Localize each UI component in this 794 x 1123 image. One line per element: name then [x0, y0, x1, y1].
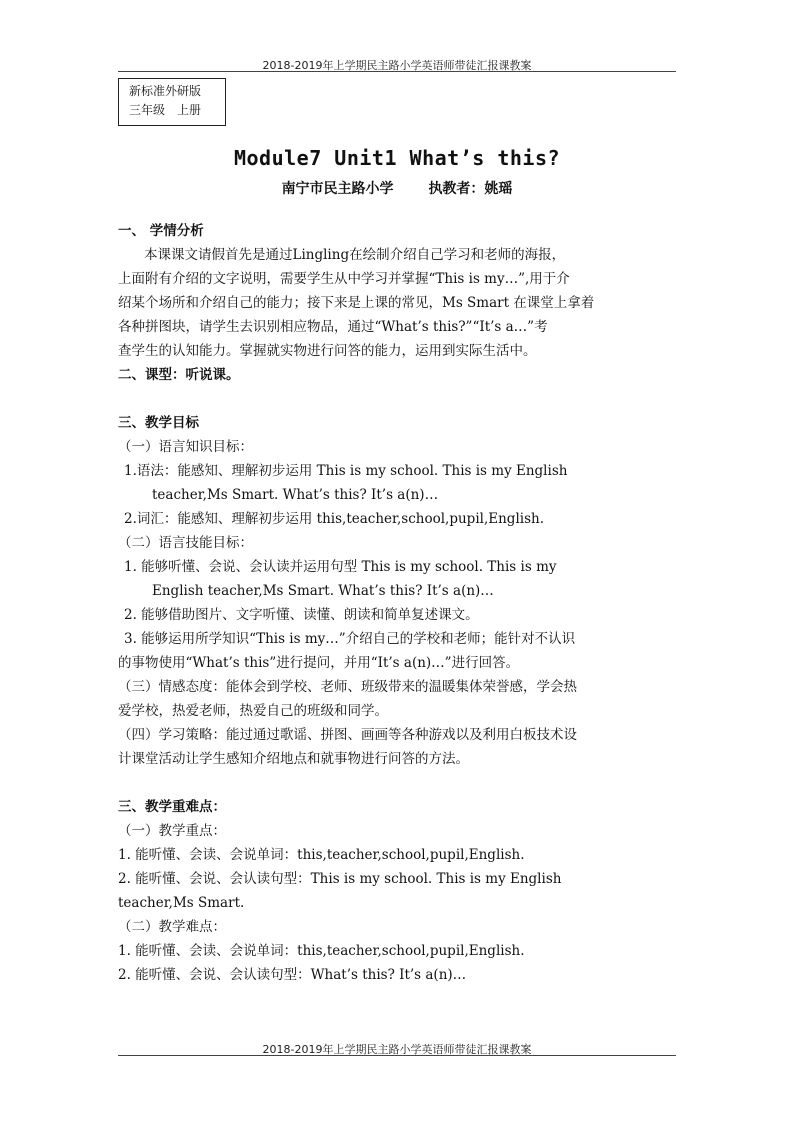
footer-divider [118, 1055, 676, 1056]
grade-line: 三年级 上册 [129, 103, 202, 117]
header-divider [118, 71, 676, 72]
list-item: 1.语法：能感知、理解初步运用 This is my school. This is my English [124, 463, 568, 479]
paragraph-line: （四）学习策略：能过通过歌谣、拼图、画画等各种游戏以及利用白板技术设 [118, 727, 577, 743]
section-heading-objectives: 三、教学目标 [118, 415, 199, 431]
section-heading-type: 二、课型：听说课。 [118, 367, 240, 383]
list-item: 3. 能够运用所学知识“This is my…”介绍自己的学校和老师；能针对不认识 [124, 631, 576, 647]
section-heading-key-points: 三、教学重难点： [118, 799, 226, 815]
school-name: 南宁市民主路小学 [281, 181, 394, 197]
list-item: 1. 能听懂、会读、会说单词：this,teacher,school,pupil,English. [118, 847, 525, 863]
paragraph-line: 上面附有介绍的文字说明，需要学生从中学习并掌握“This is my…”,用于介 [118, 271, 570, 287]
paragraph-line: （三）情感态度：能体会到学校、老师、班级带来的温暖集体荣誉感，学会热 [118, 679, 577, 695]
paragraph-line: 本课课文请假首先是通过Lingling在绘制介绍自己学习和老师的海报， [144, 247, 566, 263]
lesson-subtitle [0, 178, 794, 198]
paragraph-line: 爱学校，热爱老师，热爱自己的班级和同学。 [118, 703, 388, 719]
paragraph-line: 计课堂活动让学生感知介绍地点和就事物进行问答的方法。 [118, 751, 469, 767]
lesson-title: Module7 Unit1 What’s this? [233, 146, 561, 170]
document-body [118, 219, 680, 987]
subheading: （二）语言技能目标： [118, 535, 253, 551]
section-heading-analysis: 一、 学情分析 [118, 223, 204, 239]
list-item: 2. 能听懂、会说、会认读句型：This is my school. This is my English [118, 871, 562, 887]
subheading: （一）教学重点： [118, 823, 226, 839]
list-item: 1. 能够听懂、会说、会认读并运用句型 This is my school. This is my [124, 559, 557, 575]
subheading: （二）教学难点： [118, 919, 226, 935]
list-item-continued: teacher,Ms Smart. What’s this? It’s a(n)… [152, 487, 439, 503]
paragraph-line: 查学生的认知能力。掌握就实物进行问答的能力，运用到实际生活中。 [118, 343, 537, 359]
edition-line: 新标准外研版 [129, 84, 202, 98]
page-header: 2018-2019年上学期民主路小学英语师带徒汇报课教案 [262, 59, 532, 72]
list-item: 2. 能听懂、会说、会认读句型：What’s this? It’s a(n)… [118, 967, 467, 983]
subheading: （一）语言知识目标： [118, 439, 253, 455]
edition-box [118, 78, 226, 126]
paragraph-line: 绍某个场所和介绍自己的能力；接下来是上课的常见，Ms Smart 在课堂上拿着 [118, 295, 595, 311]
teacher-name: 执教者：姚瑶 [428, 181, 513, 197]
list-item-continued: teacher,Ms Smart. [118, 895, 245, 911]
list-item: 2.词汇：能感知、理解初步运用 this,teacher,school,pupil,English. [124, 511, 544, 527]
list-item: 1. 能听懂、会读、会说单词：this,teacher,school,pupil,English. [118, 943, 525, 959]
paragraph-line: 各种拼图块，请学生去识别相应物品，通过“What’s this?”“It’s a…”考 [118, 319, 548, 335]
page-footer: 2018-2019年上学期民主路小学英语师带徒汇报课教案 [262, 1043, 532, 1056]
list-item-continued: 的事物使用“What’s this”进行提问，并用“It’s a(n)…”进行回答。 [118, 655, 520, 671]
list-item: 2. 能够借助图片、文字听懂、读懂、朗读和简单复述课文。 [124, 607, 479, 623]
list-item-continued: English teacher,Ms Smart. What’s this? It’s a(n)… [152, 583, 494, 599]
